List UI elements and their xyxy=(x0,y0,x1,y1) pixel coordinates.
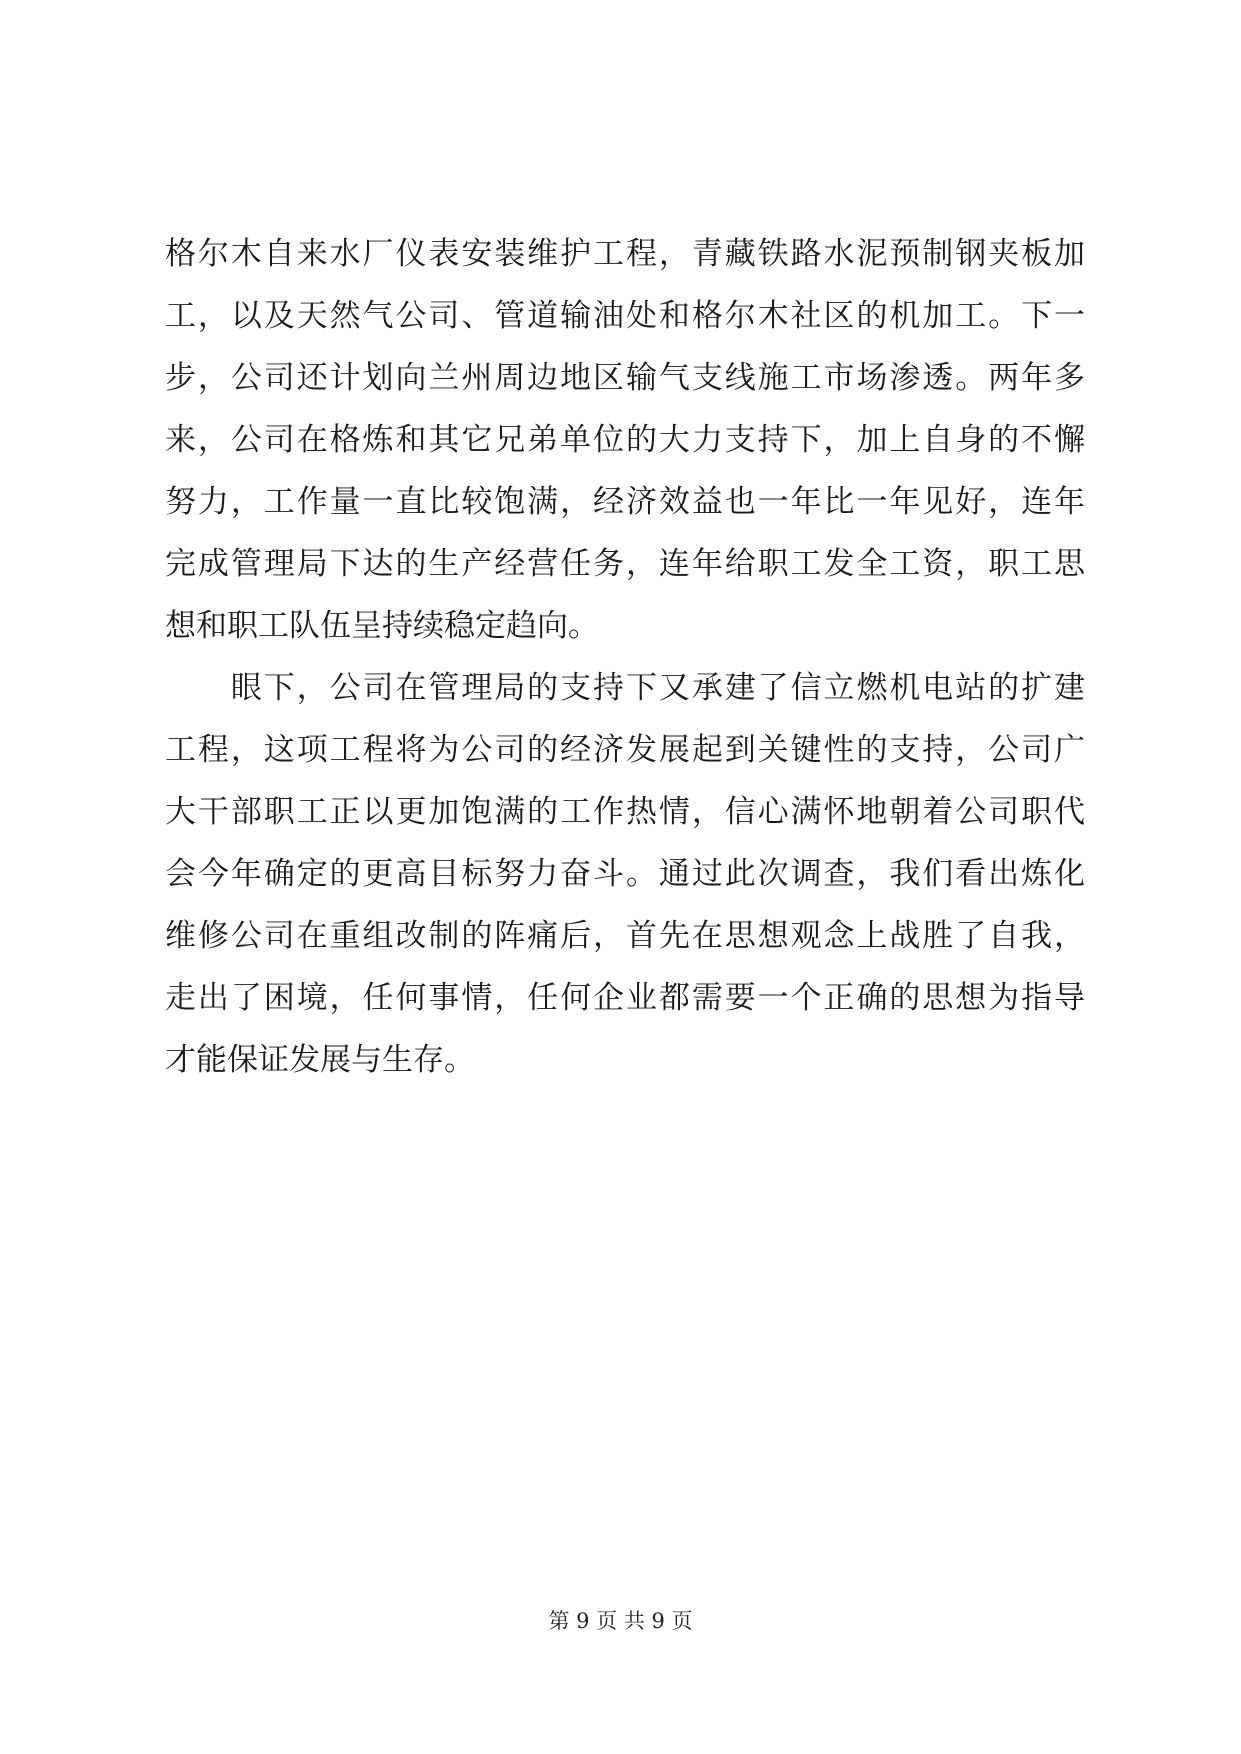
text-line: 工程，这项工程将为公司的经济发展起到关键性的支持，公司广 xyxy=(165,732,1085,768)
text-line: 想和职工队伍呈持续稳定趋向。 xyxy=(165,608,599,644)
text-line: 步，公司还计划向兰州周边地区输气支线施工市场渗透。两年多 xyxy=(165,360,1085,396)
text-line: 才能保证发展与生存。 xyxy=(165,1042,475,1078)
text-line: 努力，工作量一直比较饱满，经济效益也一年比一年见好，连年 xyxy=(165,484,1085,520)
body-text xyxy=(165,223,1085,1091)
text-line: 眼下，公司在管理局的支持下又承建了信立燃机电站的扩建 xyxy=(165,670,1085,706)
text-line: 格尔木自来水厂仪表安装维护工程，青藏铁路水泥预制钢夹板加 xyxy=(165,236,1085,272)
text-line: 走出了困境，任何事情，任何企业都需要一个正确的思想为指导 xyxy=(165,980,1085,1016)
text-line: 来，公司在格炼和其它兄弟单位的大力支持下，加上自身的不懈 xyxy=(165,422,1085,458)
page-number-footer: 第 9 页 共 9 页 xyxy=(548,1609,693,1633)
text-line: 会今年确定的更高目标努力奋斗。通过此次调查，我们看出炼化 xyxy=(165,856,1085,892)
text-line: 大干部职工正以更加饱满的工作热情，信心满怀地朝着公司职代 xyxy=(165,794,1085,830)
text-line: 完成管理局下达的生产经营任务，连年给职工发全工资，职工思 xyxy=(165,546,1085,582)
text-line: 工，以及天然气公司、管道输油处和格尔木社区的机加工。下一 xyxy=(165,298,1085,334)
text-line: 维修公司在重组改制的阵痛后，首先在思想观念上战胜了自我， xyxy=(165,918,1085,954)
